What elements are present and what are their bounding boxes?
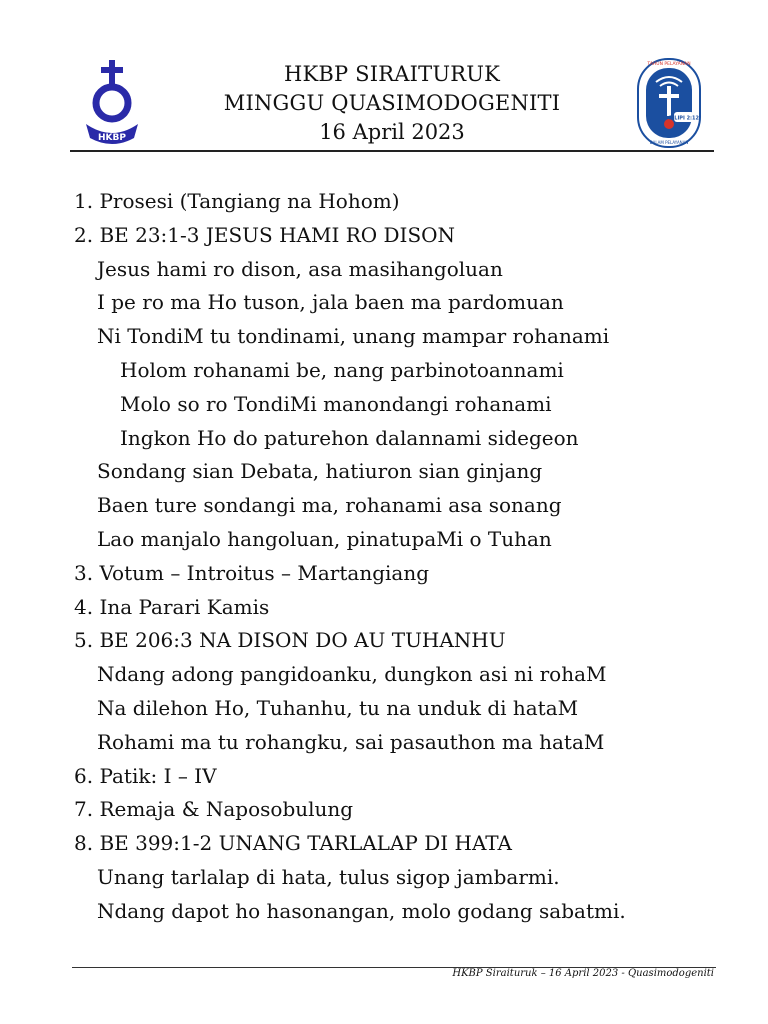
hymn-line: Ndang dapot ho hasonangan, molo godang sabatmi. — [97, 898, 626, 923]
service-date: 16 April 2023 — [319, 120, 465, 144]
emblem-top-text: TAHUN PELAYANAN — [647, 62, 691, 67]
hymn-line: Rohami ma tu rohangku, sai pasauthon ma hataM — [97, 729, 605, 754]
hymn-line: Ni TondiM tu tondinami, unang mampar rohanami — [97, 324, 610, 349]
liturgy-item: 7. Remaja & Naposobulung — [74, 797, 354, 822]
page-footer: HKBP Siraituruk – 16 April 2023 - Quasimodogeniti — [452, 968, 714, 979]
hymn-line: Sondang sian Debata, hatiuron sian ginjang — [97, 459, 543, 484]
hkbp-logo-text: HKBP — [98, 133, 126, 143]
tahun-pelayanan-emblem-icon — [634, 56, 704, 150]
hymn-line: Baen ture sondangi ma, rohanami asa sonang — [97, 493, 562, 518]
liturgy-item: 1. Prosesi (Tangiang na Hohom) — [74, 189, 400, 213]
header-divider — [70, 150, 714, 152]
hkbp-logo-icon — [82, 58, 142, 148]
emblem-badge-text: FILIPI 2:12 — [668, 115, 700, 122]
hymn-line: Unang tarlalap di hata, tulus sigop jambarmi. — [97, 864, 560, 889]
liturgy-item: 8. BE 399:1-2 UNANG TARLALAP DI HATA — [74, 831, 512, 856]
header-titles — [180, 60, 604, 147]
church-name: HKBP SIRAITURUK — [283, 62, 501, 86]
liturgy-item: 3. Votum – Introitus – Martangiang — [74, 560, 430, 585]
liturgy-item: 2. BE 23:1-3 JESUS HAMI RO DISON — [74, 222, 456, 247]
hymn-line: Ndang adong pangidoanku, dungkon asi ni rohaM — [97, 662, 607, 687]
hymn-line: Na dilehon Ho, Tuhanhu, tu na unduk di hataM — [97, 695, 579, 720]
liturgy-item: 4. Ina Parari Kamis — [74, 594, 270, 619]
hymn-line: Lao manjalo hangoluan, pinatupaMi o Tuhan — [97, 526, 552, 551]
hymn-line: Ingkon Ho do paturehon dalannami sidegeon — [120, 425, 579, 450]
emblem-side-text: DALAM PELAYANAN — [649, 140, 689, 145]
hymn-line: Molo so ro TondiMi manondangi rohanami — [120, 391, 552, 416]
liturgy-item: 6. Patik: I – IV — [74, 763, 217, 788]
liturgy-item: 5. BE 206:3 NA DISON DO AU TUHANHU — [74, 628, 506, 653]
hymn-line: Jesus hami ro dison, asa masihangoluan — [97, 256, 503, 281]
sunday-name: MINGGU QUASIMODOGENITI — [223, 91, 561, 115]
hymn-line: Holom rohanami be, nang parbinotoannami — [120, 357, 564, 382]
liturgy-list — [74, 185, 734, 929]
hymn-line: I pe ro ma Ho tuson, jala baen ma pardomuan — [97, 290, 564, 315]
